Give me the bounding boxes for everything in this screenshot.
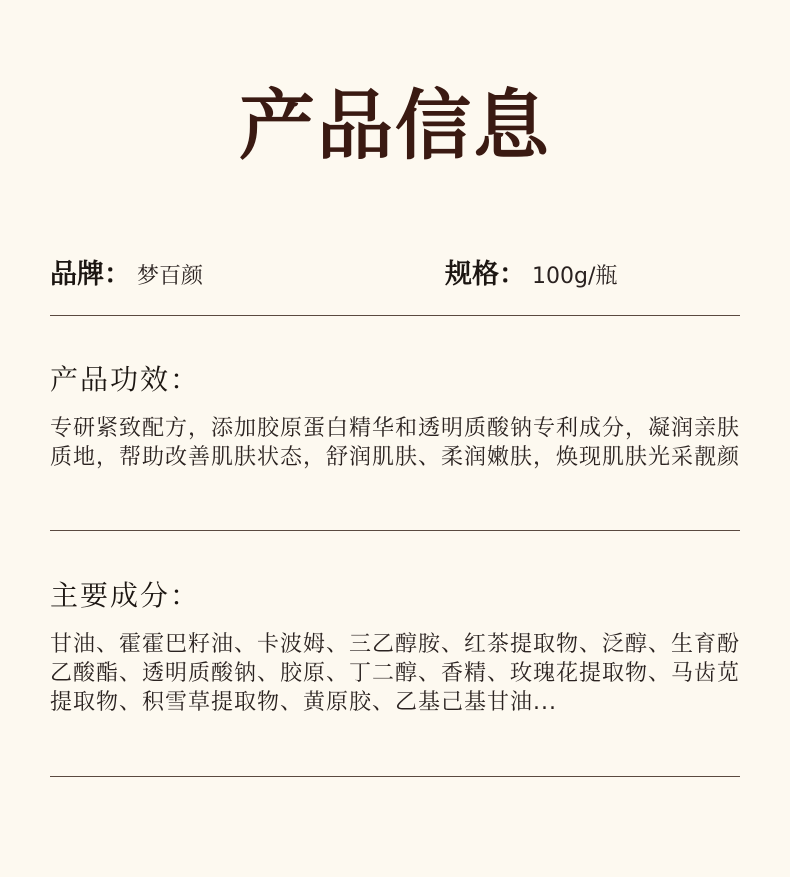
size-spec — [445, 255, 617, 298]
brand-value: 梦百颜 — [137, 264, 204, 289]
ingredients-text: 甘油、霍霍巴籽油、卡波姆、三乙醇胺、红茶提取物、泛醇、生育酚乙酸酯、透明质酸钠、胶原、丁二醇、香精、玫瑰花提取物、马齿苋提取物、积雪草提取物、黄原胶、乙基己基甘油... — [50, 632, 741, 715]
page-title: 产品信息 — [239, 81, 551, 170]
divider-ingredients — [50, 776, 740, 777]
efficacy-text: 专研紧致配方，添加胶原蛋白精华和透明质酸钠专利成分，凝润亲肤质地，帮助改善肌肤状态，舒润肌肤、柔润嫩肤，焕现肌肤光采靓颜 — [50, 416, 741, 470]
efficacy-heading: 产品功效： — [50, 363, 201, 396]
size-value: 100g/瓶 — [532, 264, 618, 289]
spec-row — [50, 255, 740, 295]
size-label: 规格： — [445, 259, 526, 290]
brand-spec — [50, 255, 203, 298]
divider-efficacy — [50, 530, 740, 531]
ingredients-heading: 主要成分： — [50, 579, 201, 612]
divider-specs — [50, 315, 740, 316]
brand-label: 品牌： — [50, 259, 131, 290]
